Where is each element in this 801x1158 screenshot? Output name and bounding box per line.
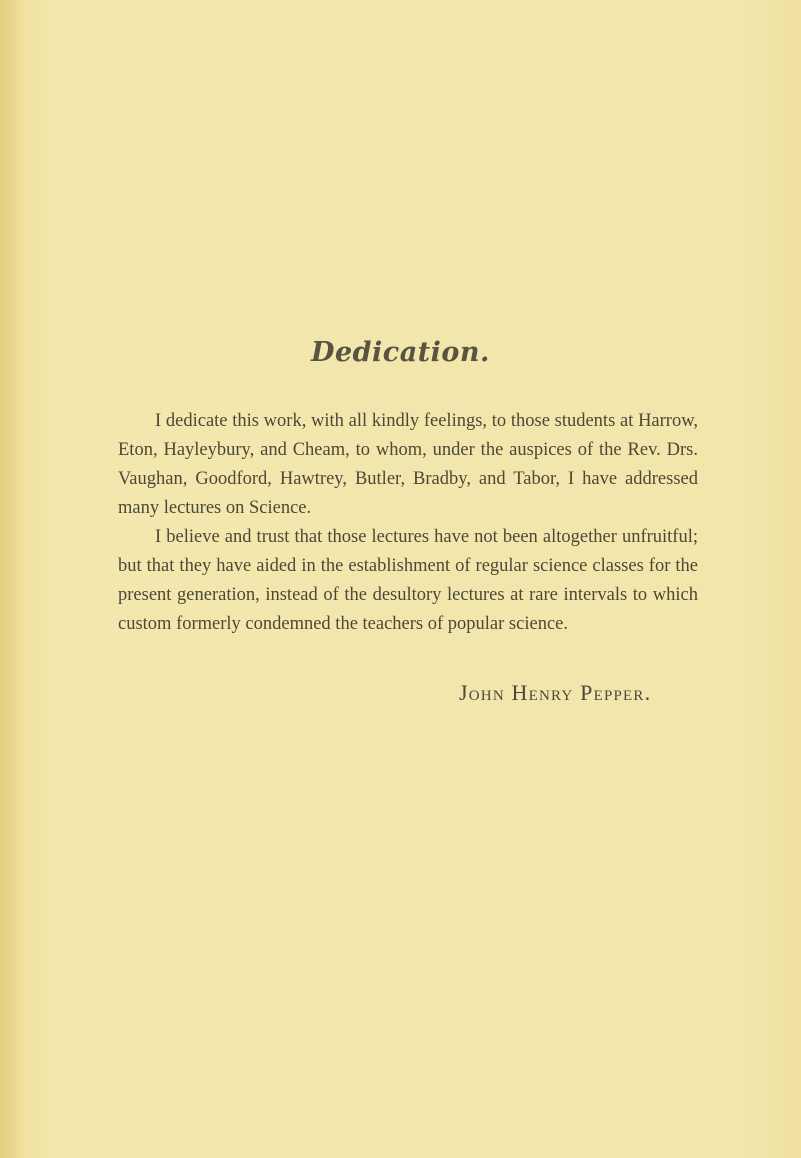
dedication-body [118,407,698,639]
page-edge-shadow [0,0,22,1158]
dedication-paragraph-2: I believe and trust that those lectures have not been altogether unfruitful; but that they have aided in the establishment of regular science classes for the present generation, instead of the desultory lectures at rare intervals to which custom formerly condemned the teachers of popular science. [118,527,698,634]
dedication-heading: Dedication. [311,337,490,368]
author-signature: John Henry Pepper. [459,680,652,705]
dedication-paragraph-1: I dedicate this work, with all kindly feelings, to those students at Harrow, Eton, Hayleybury, and Cheam, to whom, under the auspices of the Rev. Drs. Vaughan, Goodford, Hawtrey, Butler, Bradby, and Tabor, I have addressed many lectures on Science. [118,411,698,518]
